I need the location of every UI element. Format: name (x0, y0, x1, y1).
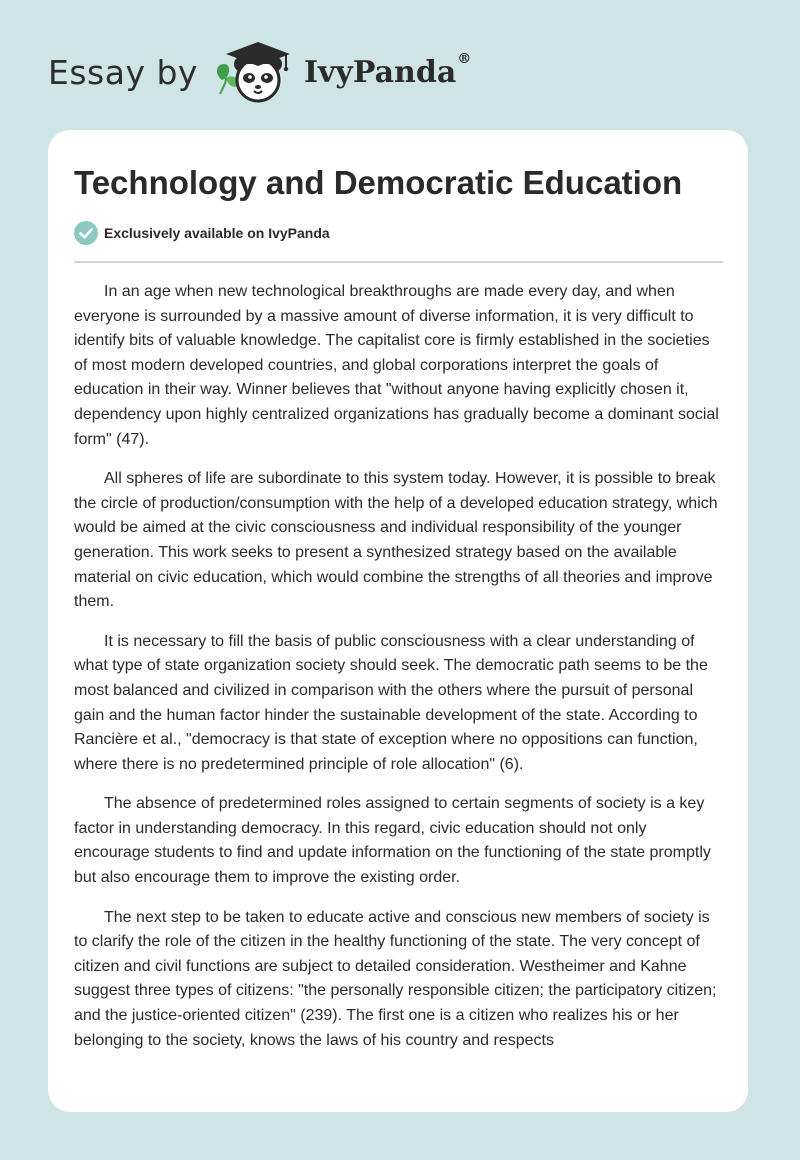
essay-card (48, 130, 748, 1112)
page-title: Technology and Democratic Education (74, 164, 683, 201)
registered-mark: ® (457, 50, 472, 67)
panda-graduate-logo-icon[interactable] (212, 34, 302, 110)
brand-name-text: IvyPanda (303, 54, 457, 90)
essay-body (74, 280, 726, 1110)
exclusive-badge-label: Exclusively available on IvyPanda (104, 225, 330, 241)
exclusive-badge (74, 221, 330, 245)
brand-name[interactable] (303, 50, 472, 90)
essay-paragraph: The absence of predetermined roles assigned to certain segments of society is a key factor in understanding democracy. In this regard, civic education should not only encourage students to find and update information on the functioning of the state promptly but also encourage them to improve the existing order. (74, 795, 711, 887)
essay-by-label: Essay by (48, 52, 198, 92)
essay-paragraph: All spheres of life are subordinate to this system today. However, it is possible to break the circle of production/consumption with the help of a developed education strategy, which would be aimed at the civic consciousness and individual responsibility of the younger generation. This work seeks to present a synthesized strategy based on the available material on civic education, which would combine the strengths of all theories and improve them. (74, 470, 718, 611)
essay-paragraph: It is necessary to fill the basis of public consciousness with a clear understanding of what type of state organization society should seek. The democratic path seems to be the most balanced and civilized in comparison with the others where the pursuit of personal gain and the human factor hinder the sustainable development of the state. According to Rancière et al., "democracy is that state of exception where no oppositions can function, where there is no predetermined principle of role allocation" (6). (74, 632, 708, 773)
site-header (48, 34, 471, 110)
essay-paragraph: The next step to be taken to educate active and conscious new members of society is to clarify the role of the citizen in the healthy functioning of the state. The very concept of citizen and civil functions are subject to detailed consideration. Westheimer and Kahne suggest three types of citizens: "the personally responsible citizen; the participatory citizen; and the justice-oriented citizen" (239). The first one is a citizen who realizes his or her belonging to the society, knows the laws of his country and respects (74, 908, 717, 1049)
essay-paragraph: In an age when new technological breakthroughs are made every day, and when everyone is surrounded by a massive amount of diverse information, it is very difficult to identify bits of valuable knowledge. The capitalist core is firmly established in the societies of most modern developed countries, and global corporations interpret the goals of education in their way. Winner believes that "without anyone having explicitly chosen it, dependency upon highly centralized organizations has gradually become a dominant social form" (47). (74, 283, 719, 448)
check-circle-icon (74, 221, 98, 245)
title-divider (74, 261, 723, 263)
